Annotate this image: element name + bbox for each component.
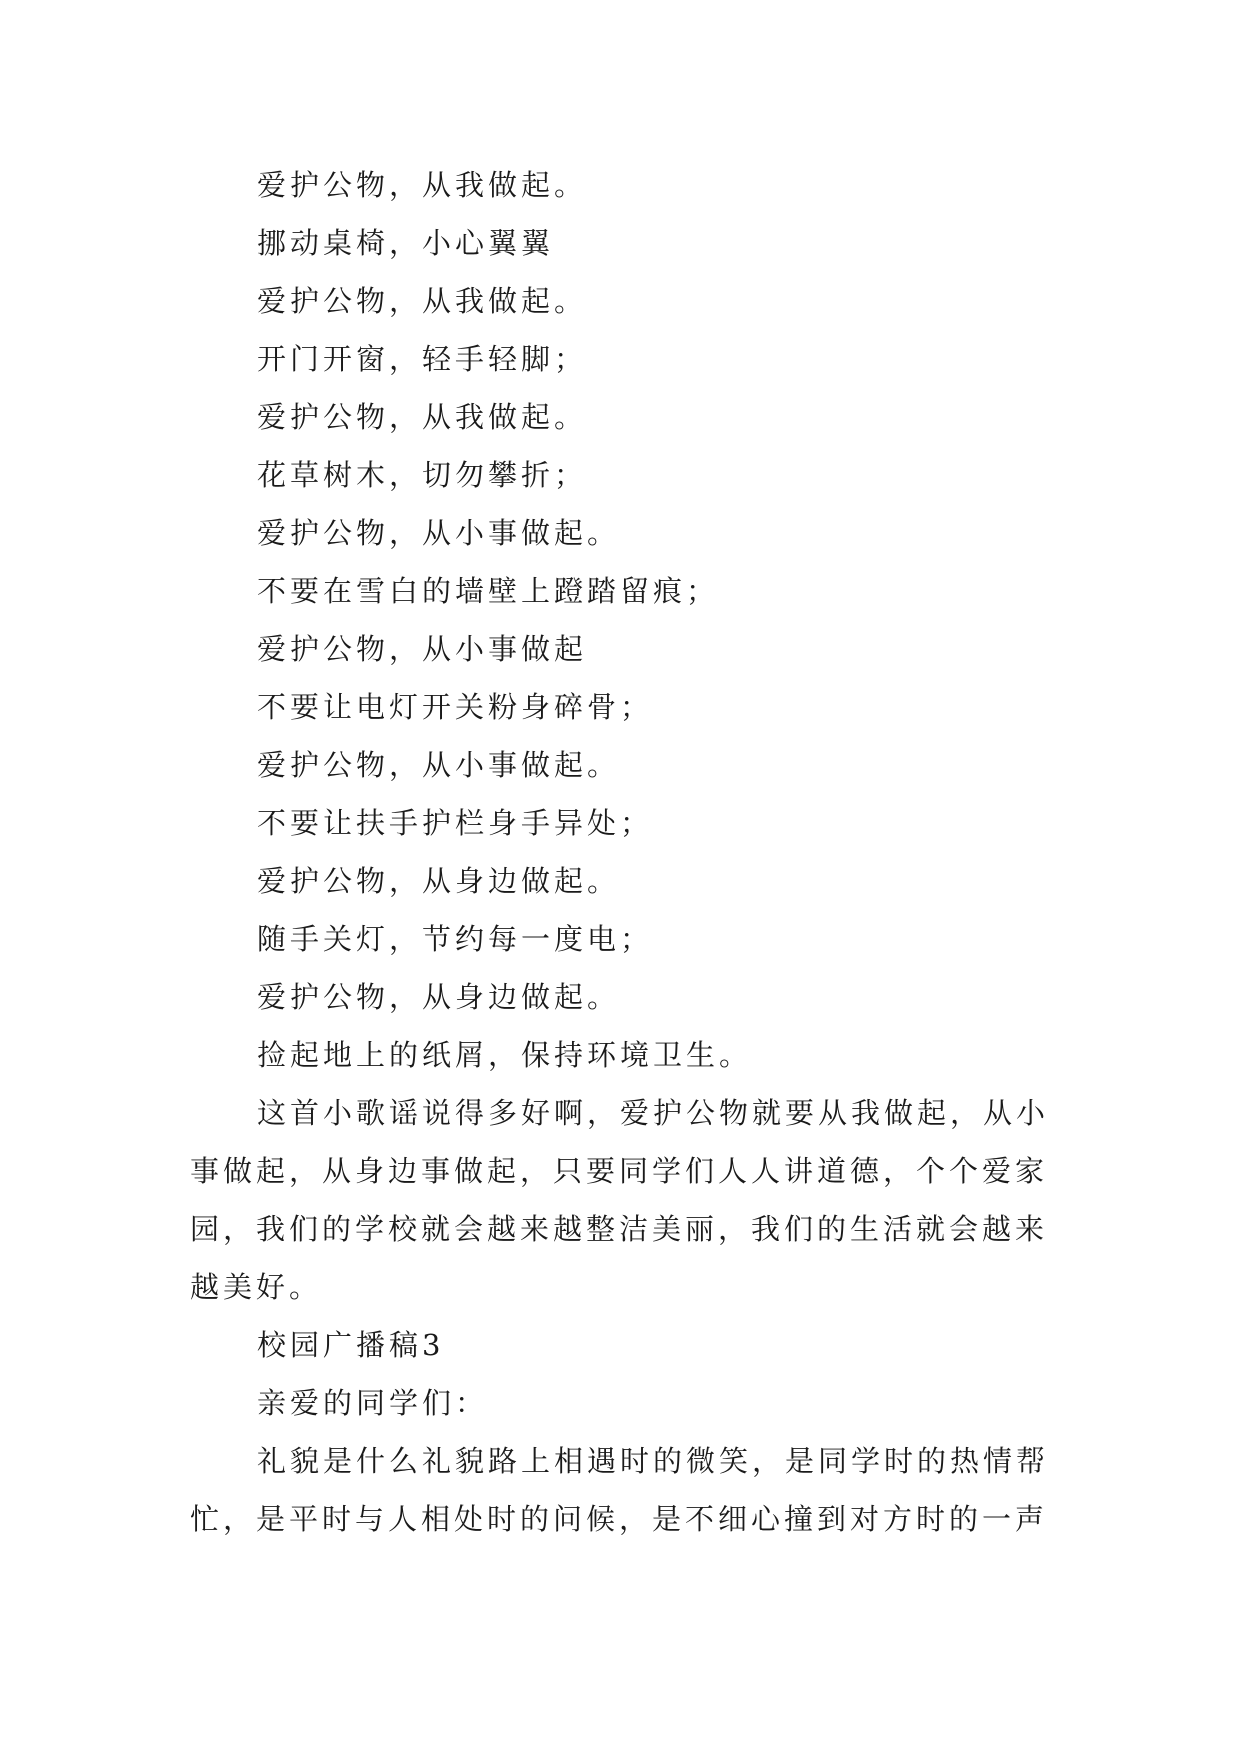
text-line: 爱护公物，从我做起。 xyxy=(257,400,588,434)
paragraph-line: 忙，是平时与人相处时的问候，是不细心撞到对方时的一声 xyxy=(190,1502,1049,1536)
text-line: 爱护公物，从身边做起。 xyxy=(257,980,621,1014)
text-line: 开门开窗，轻手轻脚； xyxy=(257,342,588,376)
text-line: 不要让电灯开关粉身碎骨； xyxy=(257,690,654,724)
paragraph-line: 这首小歌谣说得多好啊，爱护公物就要从我做起，从小 xyxy=(257,1096,1050,1130)
text-line: 爱护公物，从我做起。 xyxy=(257,168,588,202)
text-line: 爱护公物，从我做起。 xyxy=(257,284,588,318)
paragraph-line: 越美好。 xyxy=(190,1270,323,1304)
text-line: 爱护公物，从小事做起。 xyxy=(257,748,621,782)
text-line: 不要在雪白的墙壁上蹬踏留痕； xyxy=(257,574,720,608)
text-line: 爱护公物，从小事做起。 xyxy=(257,516,621,550)
text-line: 花草树木，切勿攀折； xyxy=(257,458,588,492)
paragraph-line: 礼貌是什么礼貌路上相遇时的微笑，是同学时的热情帮 xyxy=(257,1444,1050,1478)
text-line: 挪动桌椅，小心翼翼 xyxy=(257,226,555,260)
section-title: 校园广播稿3 xyxy=(257,1328,445,1362)
text-line: 爱护公物，从身边做起。 xyxy=(257,864,621,898)
text-line: 爱护公物，从小事做起 xyxy=(257,632,588,666)
text-line: 捡起地上的纸屑，保持环境卫生。 xyxy=(257,1038,753,1072)
text-line: 随手关灯，节约每一度电； xyxy=(257,922,654,956)
paragraph-line: 事做起，从身边事做起，只要同学们人人讲道德，个个爱家 xyxy=(190,1154,1049,1188)
text-line: 不要让扶手护栏身手异处； xyxy=(257,806,654,840)
paragraph-line: 园，我们的学校就会越来越整洁美丽，我们的生活就会越来 xyxy=(190,1212,1049,1246)
salutation: 亲爱的同学们： xyxy=(257,1386,489,1420)
